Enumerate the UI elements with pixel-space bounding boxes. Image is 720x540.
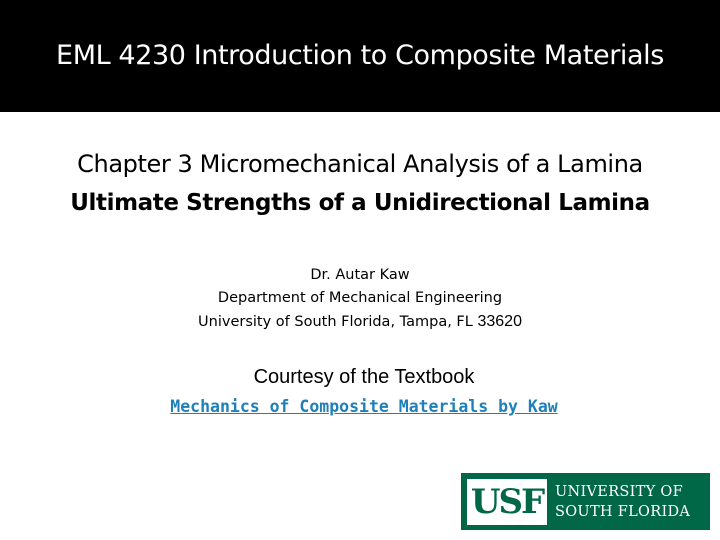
chapter-heading: Chapter 3 Micromechanical Analysis of a Lamina: [77, 150, 643, 178]
author-block: [0, 264, 720, 334]
author-university: University of South Florida, Tampa, FL: [198, 314, 473, 330]
slide-subtitle: Ultimate Strengths of a Unidirectional Lamina: [70, 190, 650, 216]
usf-logo: [461, 473, 710, 530]
author-department: Department of Mechanical Engineering: [217, 290, 503, 306]
title-bar: [0, 0, 720, 112]
usf-logo-line1: UNIVERSITY OF: [555, 483, 683, 500]
author-name: Dr. Autar Kaw: [310, 267, 410, 283]
usf-logo-name: [555, 482, 690, 522]
courtesy-text: Courtesy of the Textbook: [253, 366, 475, 388]
slide-title: EML 4230 Introduction to Composite Materials: [56, 40, 664, 71]
usf-logo-mark: USF: [467, 479, 547, 525]
usf-logo-line2: SOUTH FLORIDA: [555, 503, 691, 520]
author-zip: 33620: [477, 313, 522, 330]
author-university-line: [0, 310, 720, 334]
textbook-link[interactable]: Mechanics of Composite Materials by Kaw: [170, 397, 558, 416]
